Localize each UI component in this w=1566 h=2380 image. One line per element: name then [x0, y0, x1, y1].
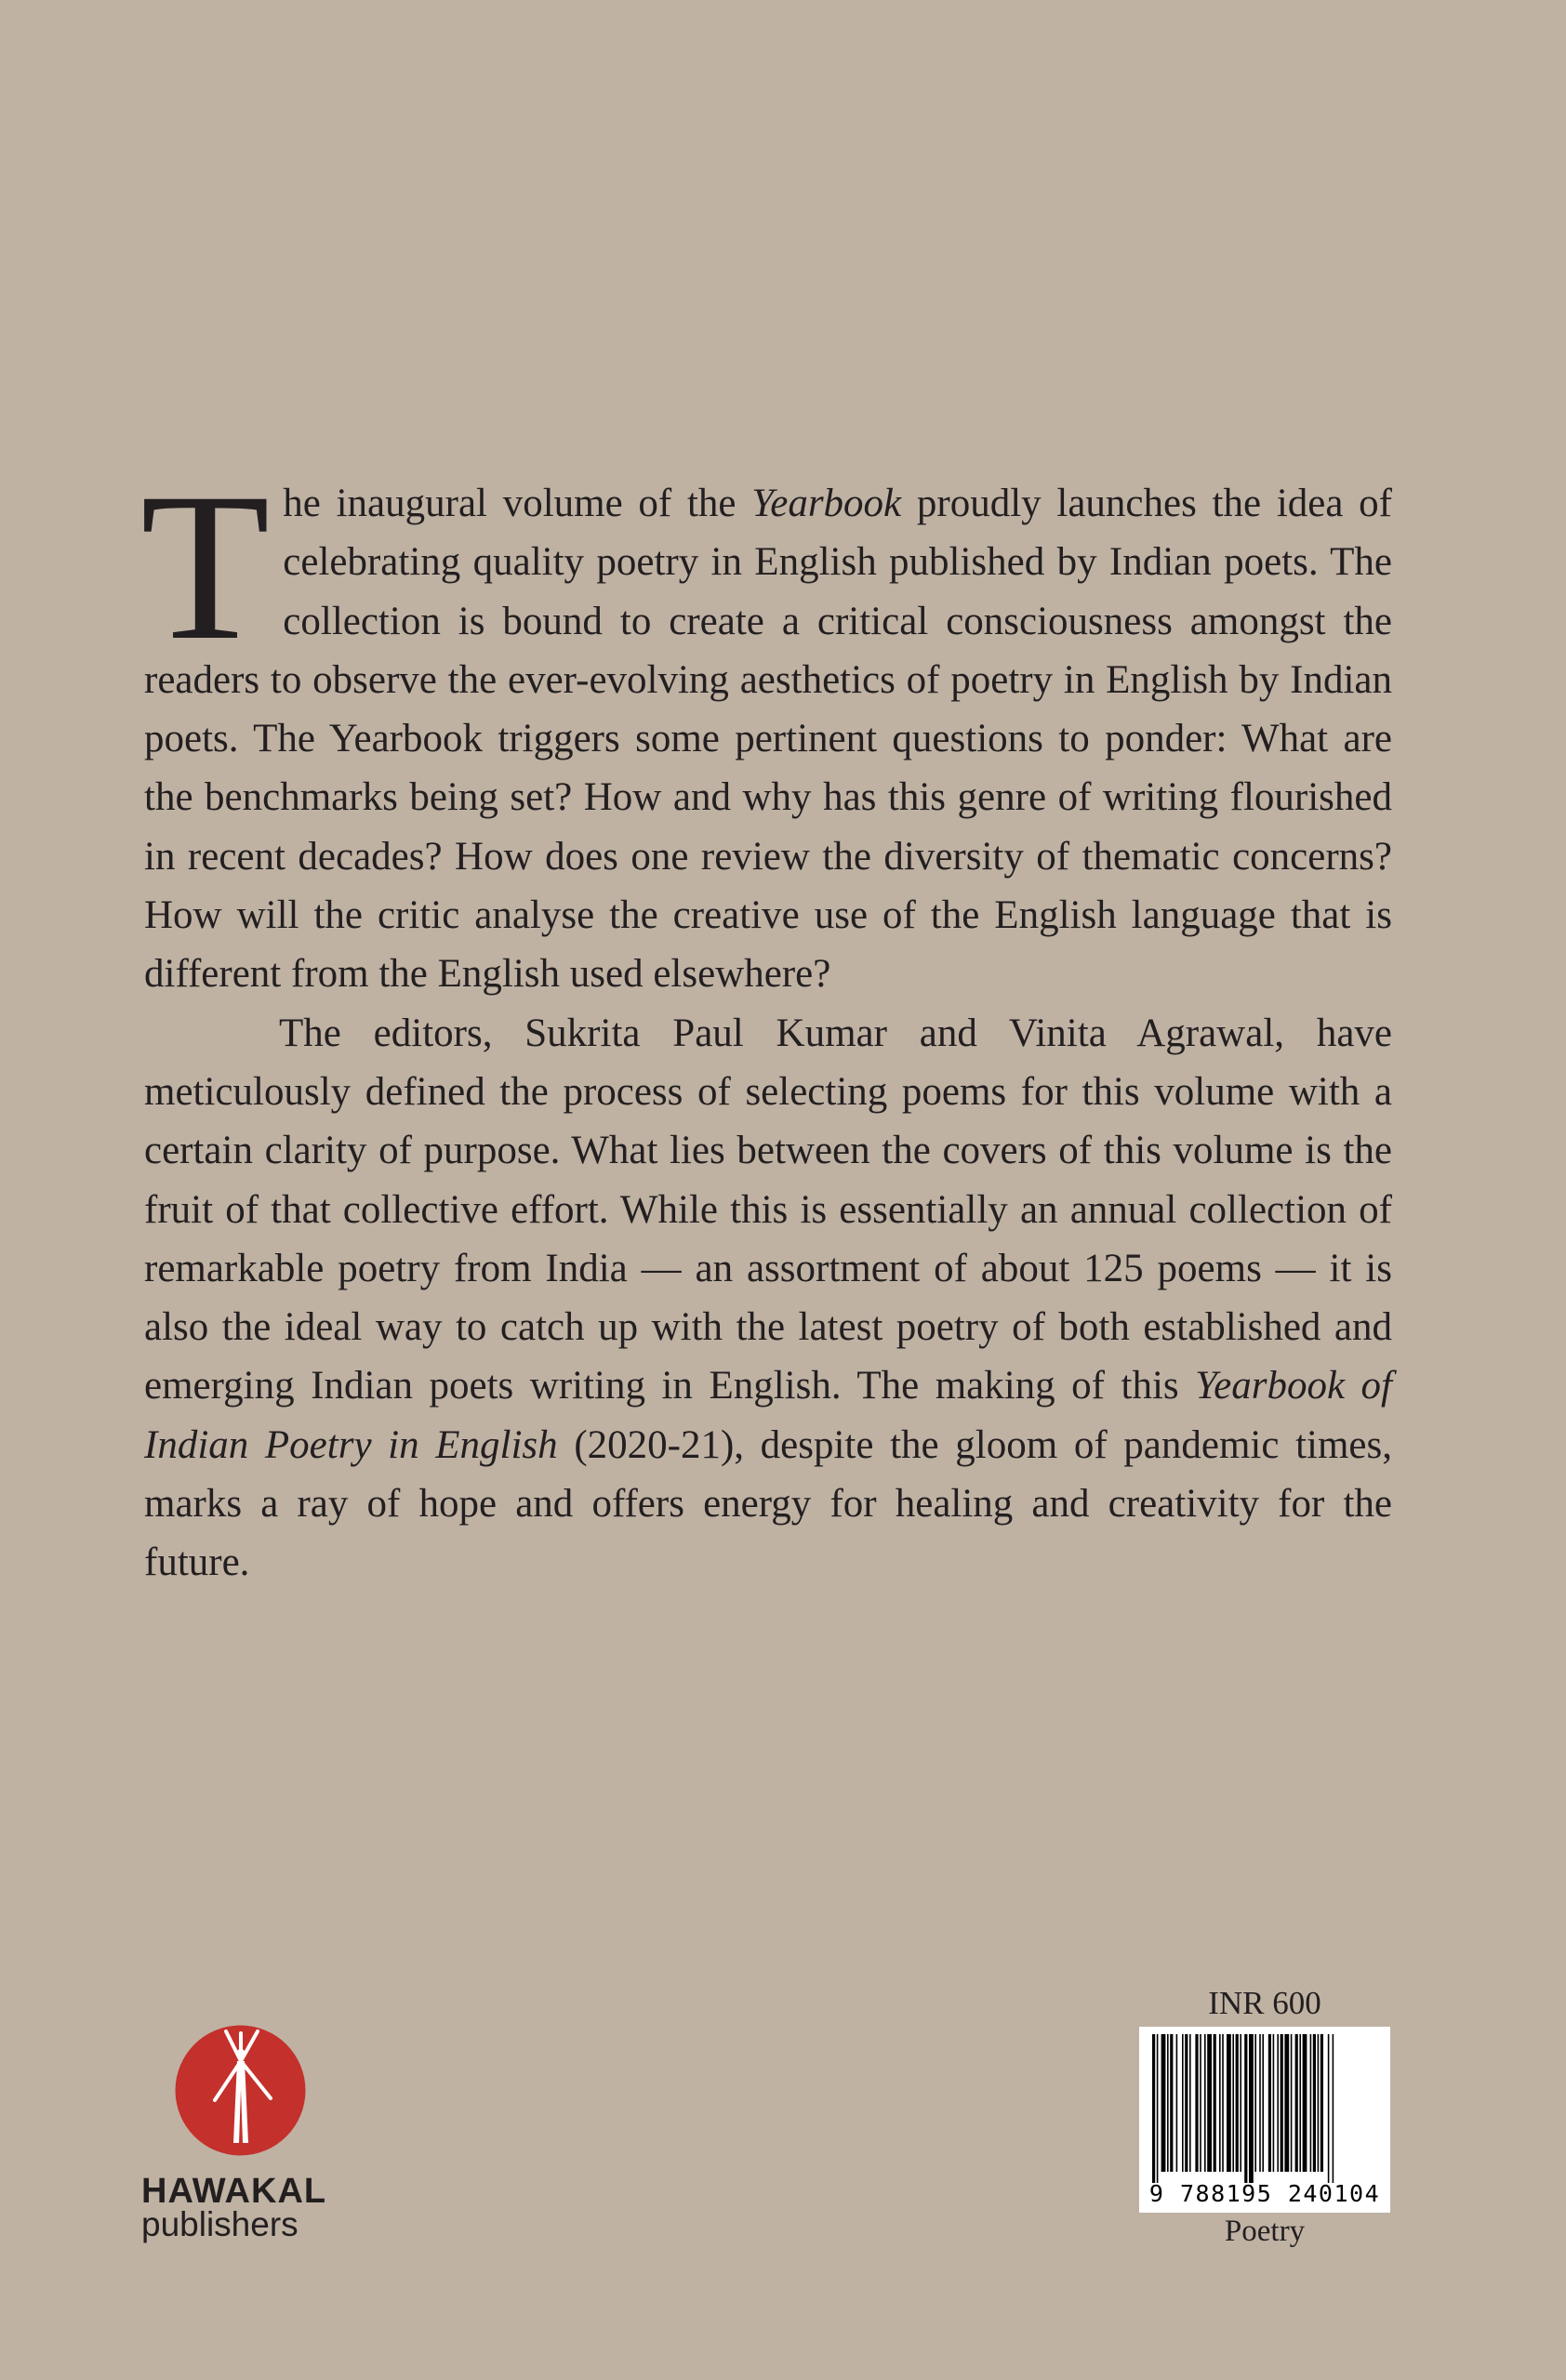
- barcode-bar: [1277, 2034, 1279, 2172]
- blurb-p1-italic: Yearbook: [751, 482, 902, 525]
- barcode-bar: [1328, 2034, 1330, 2183]
- blurb-paragraph-2: [144, 1004, 1392, 1593]
- barcode-bar: [1244, 2034, 1247, 2183]
- publisher-logo-icon: [174, 2024, 307, 2157]
- barcode-bar: [1281, 2034, 1283, 2172]
- drop-cap: T: [140, 450, 271, 684]
- barcode-bar: [1310, 2034, 1312, 2172]
- barcode-bar: [1161, 2034, 1166, 2172]
- barcode-bar: [1291, 2034, 1293, 2172]
- barcode-bar: [1195, 2034, 1198, 2172]
- barcode-bar: [1240, 2034, 1241, 2172]
- blurb-p2-text-a: The editors, Sukrita Paul Kumar and Vinita Agrawal, have meticulously defined the process of selecting poems for this volume with a certain clarity of purpose. What lies between the covers of this volume is the fruit of that collective effort. While this is essentially an annual collection of remarkable poetry from India — an assortment of about 125 poems — it is also the ideal way to catch up with the latest poetry of both established and emerging Indian poets writing in English. The making of this: [144, 1011, 1392, 1408]
- barcode-bar: [1295, 2034, 1298, 2172]
- barcode-bar: [1299, 2034, 1301, 2172]
- barcode-bar: [1318, 2034, 1320, 2172]
- publisher-name: HAWAKAL: [141, 2172, 327, 2211]
- blurb-p2-italic: Yearbook of Indian Poetry in English: [144, 1364, 1392, 1467]
- barcode-bar: [1185, 2034, 1188, 2172]
- barcode-bar: [1313, 2034, 1316, 2172]
- barcode-bar: [1176, 2034, 1178, 2172]
- barcode-bar: [1254, 2034, 1256, 2172]
- barcode-bar: [1259, 2034, 1261, 2172]
- barcode-bar: [1273, 2034, 1275, 2172]
- back-cover-blurb: [140, 450, 1393, 1593]
- barcode-bar: [1200, 2034, 1201, 2172]
- isbn-number: 9 788195 240104: [1148, 2180, 1381, 2207]
- barcode-bar: [1333, 2034, 1334, 2183]
- barcode-bar: [1207, 2034, 1212, 2172]
- barcode-bar: [1262, 2034, 1264, 2172]
- barcode-bar: [1303, 2034, 1307, 2172]
- barcode-bars: [1148, 2034, 1381, 2183]
- barcode-bar: [1249, 2034, 1254, 2183]
- blurb-p1-text-a: he inaugural volume of the: [283, 482, 752, 525]
- barcode-bar: [1167, 2034, 1169, 2172]
- blurb-p2-text-b: (2020-21), despite the gloom of pandemic times, marks a ray of hope and offers energy for healing and creativity for the future.: [144, 1422, 1393, 1585]
- barcode-bar: [1320, 2034, 1323, 2172]
- barcode-bar: [1219, 2034, 1221, 2172]
- barcode-bar: [1222, 2034, 1224, 2172]
- blurb-p1-text-b: proudly launches the idea of celebrating quality poetry in English published by Indian poets. The collection is bound to create a critical consciousness amongst the readers to observe the ever-evolving aesthetics of poetry in English by Indian poets. The Yearbook triggers some pertinent questions to ponder: What are the benchmarks being set? How and why has this genre of writing flourished in recent decades? How does one review the diversity of thematic concerns? How will the critic analyse the creative use of the English language that is different from the English used elsewhere?: [144, 482, 1392, 997]
- barcode-bar: [1170, 2034, 1173, 2172]
- price-label: INR 600: [1208, 1985, 1321, 2021]
- barcode-bar: [1204, 2034, 1206, 2172]
- publisher-subtitle: publishers: [141, 2205, 299, 2243]
- barcode-bar: [1268, 2034, 1271, 2172]
- blurb-paragraph-1: [140, 450, 1392, 1004]
- barcode-bar: [1232, 2034, 1234, 2172]
- barcode-bar: [1284, 2034, 1289, 2172]
- barcode-bar: [1189, 2034, 1191, 2172]
- barcode-bar: [1227, 2034, 1231, 2172]
- barcode-bar: [1214, 2034, 1216, 2172]
- barcode-bar: [1236, 2034, 1239, 2172]
- category-label: Poetry: [1224, 2215, 1306, 2248]
- barcode-bar: [1152, 2034, 1155, 2183]
- isbn-barcode: [1139, 2027, 1390, 2213]
- barcode-bar: [1157, 2034, 1159, 2183]
- barcode-bar: [1182, 2034, 1184, 2172]
